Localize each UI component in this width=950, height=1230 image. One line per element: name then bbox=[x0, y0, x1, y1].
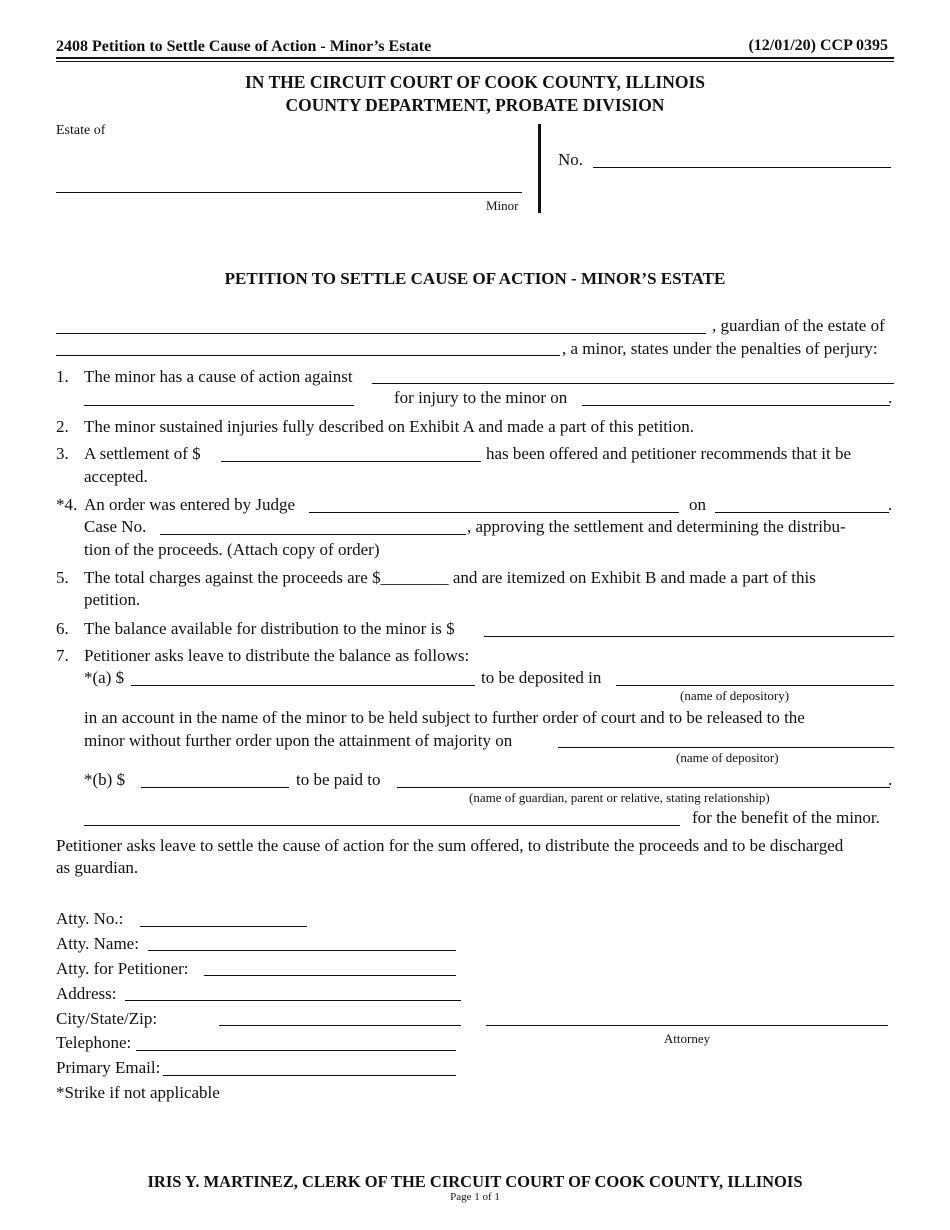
item-4-on: on bbox=[689, 495, 706, 514]
item-5-number: 5. bbox=[56, 568, 69, 587]
closing-line-1: Petitioner asks leave to settle the cause of action for the sum offered, to distribute the proceeds and to be discharged bbox=[56, 836, 844, 855]
atty-name-label: Atty. Name: bbox=[56, 934, 139, 953]
atty-for-field[interactable] bbox=[204, 975, 456, 976]
balance-field[interactable] bbox=[484, 636, 894, 637]
page-number: Page 1 of 1 bbox=[450, 1191, 500, 1203]
item-7b-period: . bbox=[888, 770, 893, 789]
minor-text: , a minor, states under the penalties of perjury: bbox=[562, 339, 878, 358]
estate-of-label: Estate of bbox=[56, 123, 106, 138]
closing-line-2: as guardian. bbox=[56, 858, 139, 877]
court-line-1: IN THE CIRCUIT COURT OF COOK COUNTY, ILLINOIS bbox=[245, 72, 705, 92]
form-title: 2408 Petition to Settle Cause of Action - Minor’s Estate bbox=[56, 38, 432, 55]
telephone-field[interactable] bbox=[136, 1050, 456, 1051]
email-label: Primary Email: bbox=[56, 1058, 161, 1077]
payee-caption: (name of guardian, parent or relative, stating relationship) bbox=[469, 790, 770, 805]
depository-field[interactable] bbox=[616, 685, 894, 686]
item-4-case-label: Case No. bbox=[84, 517, 147, 536]
item-1-injury-text: for injury to the minor on bbox=[394, 388, 568, 407]
injury-date-field[interactable] bbox=[582, 405, 890, 406]
item-7a-text-1: in an account in the name of the minor to be held subject to further order of court and to be released to the bbox=[84, 708, 805, 727]
item-4-period: . bbox=[888, 495, 893, 514]
item-1-number: 1. bbox=[56, 367, 69, 386]
atty-name-field[interactable] bbox=[148, 950, 456, 951]
item-6-text: The balance available for distribution to the minor is $ bbox=[84, 619, 455, 638]
item-7a-label: *(a) $ bbox=[84, 668, 125, 687]
item-5-text-2: petition. bbox=[84, 590, 141, 609]
item-5-text: The total charges against the proceeds are $________ and are itemized on Exhibit B and made a part of this bbox=[84, 568, 816, 587]
item-4-text-3: tion of the proceeds. (Attach copy of order) bbox=[84, 540, 380, 559]
item-2-number: 2. bbox=[56, 417, 69, 436]
defendant-field-2[interactable] bbox=[84, 405, 354, 406]
item-7b-benefit-text: for the benefit of the minor. bbox=[692, 808, 880, 827]
settlement-amount-field[interactable] bbox=[221, 461, 481, 462]
court-line-2: COUNTY DEPARTMENT, PROBATE DIVISION bbox=[285, 95, 665, 115]
payee-field[interactable] bbox=[397, 787, 890, 788]
depository-caption: (name of depository) bbox=[680, 688, 790, 703]
address-label: Address: bbox=[56, 984, 117, 1003]
item-3-text-2: has been offered and petitioner recommends that it be bbox=[486, 444, 852, 463]
defendant-field[interactable] bbox=[372, 383, 894, 384]
item-7b-paid-text: to be paid to bbox=[296, 770, 381, 789]
city-label: City/State/Zip: bbox=[56, 1009, 158, 1028]
header-rule-thin bbox=[56, 61, 894, 62]
item-1-period: . bbox=[888, 388, 893, 407]
minor-name-field-2[interactable] bbox=[56, 355, 560, 356]
minor-label: Minor bbox=[486, 198, 519, 213]
form-code: (12/01/20) CCP 0395 bbox=[748, 37, 888, 54]
caption-divider bbox=[538, 124, 541, 213]
address-field[interactable] bbox=[125, 1000, 461, 1001]
item-3-text: A settlement of $ bbox=[84, 444, 201, 463]
item-4-number: *4. bbox=[56, 495, 78, 514]
item-4-text-2: , approving the settlement and determining the distribu- bbox=[467, 517, 846, 536]
item-7a-text-2: minor without further order upon the attainment of majority on bbox=[84, 731, 513, 750]
guardian-text: , guardian of the estate of bbox=[712, 316, 885, 335]
majority-date-field[interactable] bbox=[558, 747, 894, 748]
atty-no-field[interactable] bbox=[140, 926, 307, 927]
item-7a-deposit-text: to be deposited in bbox=[481, 668, 602, 687]
judge-field[interactable] bbox=[309, 512, 679, 513]
item-3-text-3: accepted. bbox=[84, 467, 148, 486]
header-rule bbox=[56, 57, 894, 59]
email-field[interactable] bbox=[163, 1075, 456, 1076]
guardian-name-field[interactable] bbox=[56, 333, 706, 334]
payment-amount-field[interactable] bbox=[141, 787, 289, 788]
city-field[interactable] bbox=[219, 1025, 461, 1026]
strike-note: *Strike if not applicable bbox=[56, 1083, 220, 1102]
attorney-signature-field[interactable] bbox=[486, 1025, 888, 1026]
payee-field-2[interactable] bbox=[84, 825, 680, 826]
depositor-caption: (name of depositor) bbox=[676, 750, 779, 765]
case-no-label: No. bbox=[558, 150, 584, 169]
item-3-number: 3. bbox=[56, 444, 69, 463]
case-no-field[interactable] bbox=[593, 167, 891, 168]
item-4-text: An order was entered by Judge bbox=[84, 495, 296, 514]
order-case-no-field[interactable] bbox=[160, 534, 466, 535]
deposit-amount-field[interactable] bbox=[131, 685, 475, 686]
order-date-field[interactable] bbox=[715, 512, 889, 513]
item-6-number: 6. bbox=[56, 619, 69, 638]
attorney-signature-label: Attorney bbox=[663, 1031, 711, 1046]
item-7b-label: *(b) $ bbox=[84, 770, 126, 789]
telephone-label: Telephone: bbox=[56, 1033, 132, 1052]
minor-name-field[interactable] bbox=[56, 192, 522, 193]
item-2-text: The minor sustained injuries fully described on Exhibit A and made a part of this petition. bbox=[84, 417, 694, 436]
atty-no-label: Atty. No.: bbox=[56, 909, 124, 928]
footer-clerk: IRIS Y. MARTINEZ, CLERK OF THE CIRCUIT COURT OF COOK COUNTY, ILLINOIS bbox=[147, 1172, 803, 1191]
atty-for-label: Atty. for Petitioner: bbox=[56, 959, 189, 978]
item-7-number: 7. bbox=[56, 646, 69, 665]
item-1-text: The minor has a cause of action against bbox=[84, 367, 353, 386]
item-7-text: Petitioner asks leave to distribute the balance as follows: bbox=[84, 646, 470, 665]
doc-title: PETITION TO SETTLE CAUSE OF ACTION - MINOR’S ESTATE bbox=[224, 269, 726, 288]
